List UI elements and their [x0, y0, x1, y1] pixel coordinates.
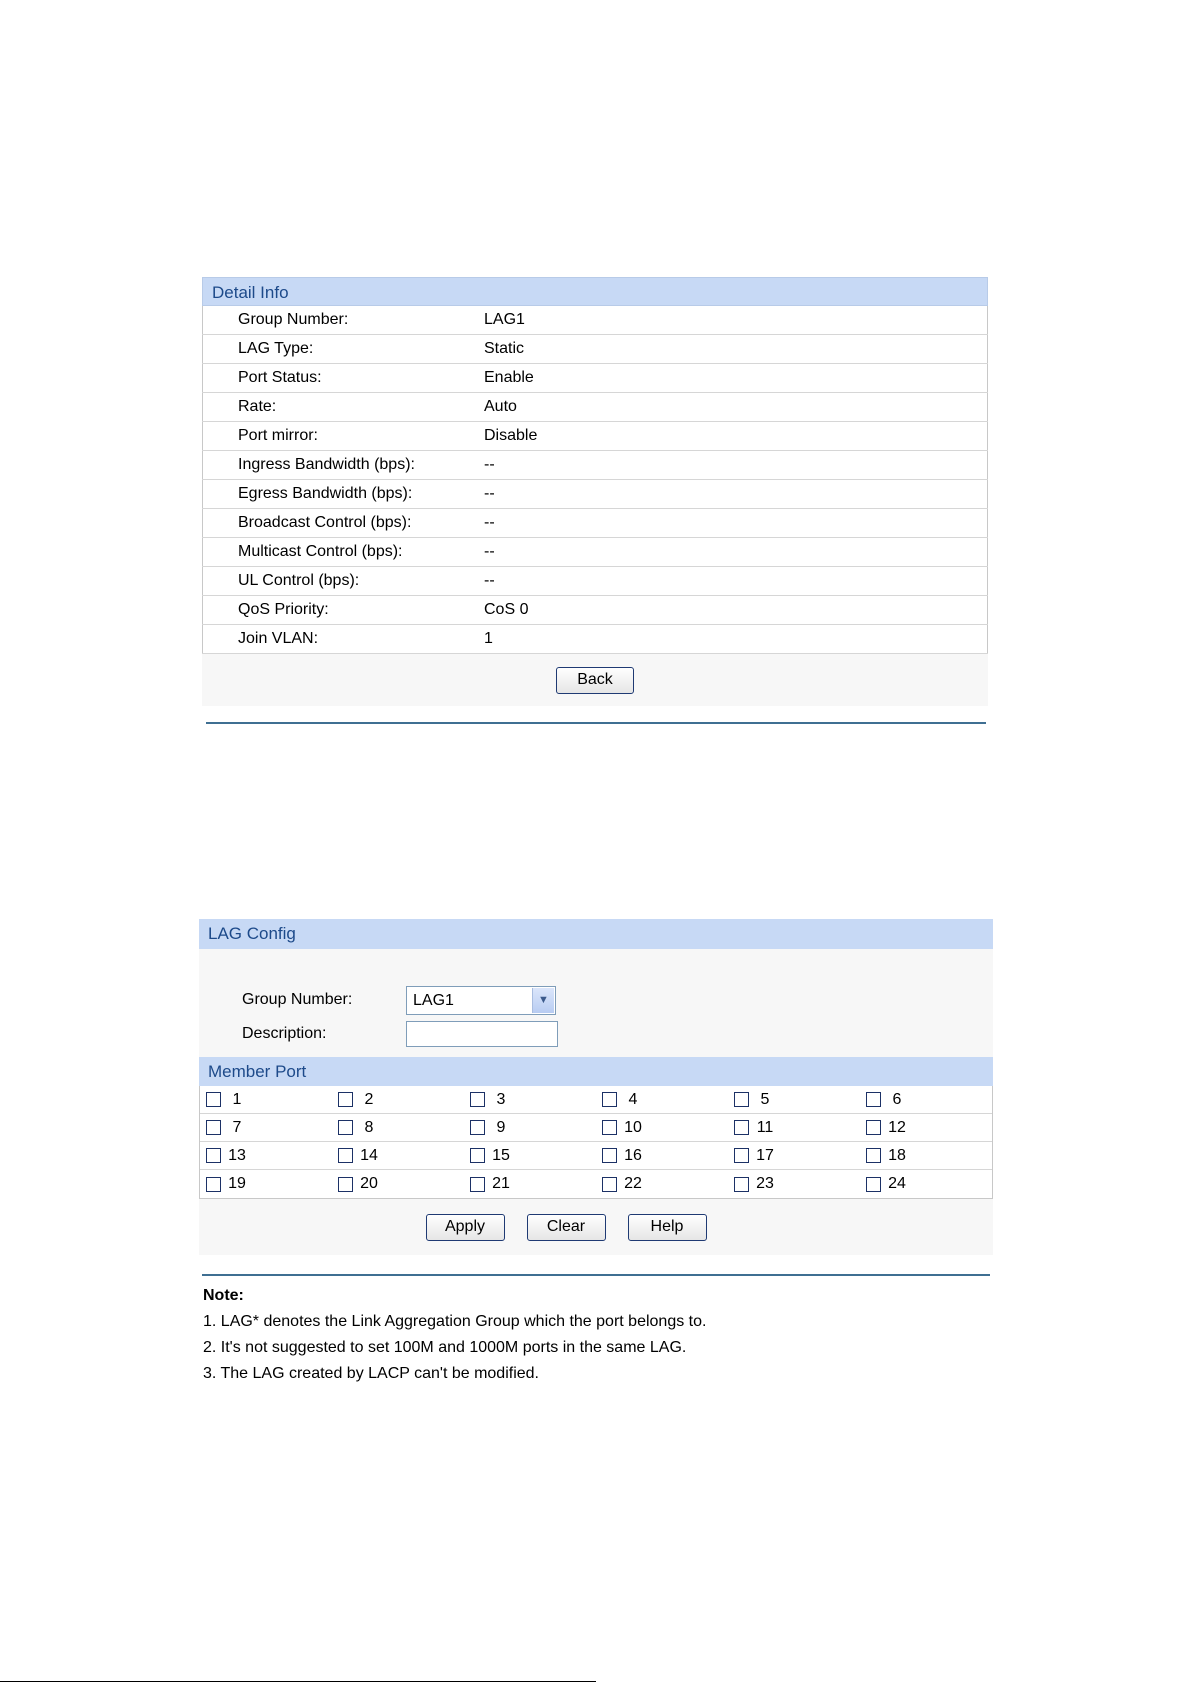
detail-label: Port Status:: [203, 364, 485, 393]
port-checkbox[interactable]: [338, 1148, 353, 1163]
note-line: 2. It's not suggested to set 100M and 1000M ports in the same LAG.: [203, 1339, 687, 1356]
port-number: 11: [756, 1118, 774, 1136]
port-9-option[interactable]: [464, 1114, 596, 1142]
apply-button[interactable]: Apply: [426, 1214, 505, 1241]
table-row: [203, 422, 988, 451]
detail-value: --: [484, 480, 988, 509]
detail-value: CoS 0: [484, 596, 988, 625]
port-checkbox[interactable]: [866, 1148, 881, 1163]
group-number-label: Group Number:: [242, 991, 353, 1008]
port-11-option[interactable]: [728, 1114, 860, 1142]
port-number: 7: [232, 1118, 242, 1136]
port-3-option[interactable]: [464, 1086, 596, 1114]
detail-label: LAG Type:: [203, 335, 485, 364]
lag-config-header: LAG Config: [199, 919, 993, 949]
port-15-option[interactable]: [464, 1142, 596, 1170]
detail-value: Enable: [484, 364, 988, 393]
detail-value: --: [484, 538, 988, 567]
port-number: 21: [492, 1175, 510, 1192]
detail-value: 1: [484, 625, 988, 654]
table-row: [203, 335, 988, 364]
port-21-option[interactable]: [464, 1170, 596, 1198]
port-17-option[interactable]: [728, 1142, 860, 1170]
port-number: 2: [364, 1090, 374, 1108]
port-13-option[interactable]: [200, 1142, 332, 1170]
config-button-row: [199, 1199, 993, 1255]
note-line: 3. The LAG created by LACP can't be modified.: [203, 1365, 539, 1382]
port-number: 9: [496, 1118, 506, 1136]
port-number: 24: [888, 1175, 906, 1192]
port-checkbox[interactable]: [338, 1120, 353, 1135]
detail-label: Ingress Bandwidth (bps):: [203, 451, 485, 480]
detail-label: QoS Priority:: [203, 596, 485, 625]
port-checkbox[interactable]: [866, 1120, 881, 1135]
port-checkbox[interactable]: [338, 1092, 353, 1107]
detail-label: Group Number:: [203, 306, 485, 335]
port-number: 18: [888, 1146, 906, 1164]
port-4-option[interactable]: [596, 1086, 728, 1114]
table-row: [203, 451, 988, 480]
port-checkbox[interactable]: [734, 1148, 749, 1163]
description-label: Description:: [242, 1025, 327, 1042]
table-row: [203, 538, 988, 567]
port-number: 6: [892, 1090, 902, 1108]
table-row: [203, 364, 988, 393]
member-port-grid: [199, 1086, 993, 1199]
port-checkbox[interactable]: [602, 1148, 617, 1163]
detail-info-table: [202, 306, 988, 654]
detail-value: --: [484, 451, 988, 480]
detail-label: UL Control (bps):: [203, 567, 485, 596]
group-number-select[interactable]: [406, 986, 556, 1015]
port-number: 4: [628, 1090, 638, 1108]
port-checkbox[interactable]: [206, 1177, 221, 1192]
port-12-option[interactable]: [860, 1114, 992, 1142]
port-24-option[interactable]: [860, 1170, 992, 1198]
port-number: 8: [364, 1118, 374, 1136]
detail-value: Auto: [484, 393, 988, 422]
detail-label: Multicast Control (bps):: [203, 538, 485, 567]
port-5-option[interactable]: [728, 1086, 860, 1114]
port-20-option[interactable]: [332, 1170, 464, 1198]
port-checkbox[interactable]: [734, 1120, 749, 1135]
detail-value: LAG1: [484, 306, 988, 335]
detail-value: Static: [484, 335, 988, 364]
detail-value: --: [484, 567, 988, 596]
port-7-option[interactable]: [200, 1114, 332, 1142]
member-port-header: Member Port: [199, 1057, 993, 1086]
port-number: 13: [228, 1146, 246, 1164]
port-8-option[interactable]: [332, 1114, 464, 1142]
port-checkbox[interactable]: [470, 1148, 485, 1163]
port-checkbox[interactable]: [734, 1092, 749, 1107]
port-number: 23: [756, 1175, 774, 1192]
port-19-option[interactable]: [200, 1170, 332, 1198]
port-number: 3: [496, 1090, 506, 1108]
port-checkbox[interactable]: [470, 1177, 485, 1192]
port-number: 1: [232, 1090, 242, 1108]
description-input[interactable]: [406, 1021, 558, 1047]
detail-label: Join VLAN:: [203, 625, 485, 654]
detail-label: Egress Bandwidth (bps):: [203, 480, 485, 509]
table-row: [203, 480, 988, 509]
port-checkbox[interactable]: [470, 1092, 485, 1107]
detail-label: Port mirror:: [203, 422, 485, 451]
port-number: 5: [760, 1090, 770, 1108]
port-number: 17: [756, 1146, 774, 1164]
port-1-option[interactable]: [200, 1086, 332, 1114]
note-section: [203, 1283, 706, 1387]
table-row: [203, 393, 988, 422]
port-number: 14: [360, 1146, 378, 1164]
table-row: [203, 625, 988, 654]
detail-value: Disable: [484, 422, 988, 451]
detail-button-row: [202, 654, 988, 706]
port-checkbox[interactable]: [866, 1177, 881, 1192]
section-divider: [206, 722, 986, 724]
port-checkbox[interactable]: [734, 1177, 749, 1192]
table-row: [203, 596, 988, 625]
port-checkbox[interactable]: [470, 1120, 485, 1135]
port-number: 15: [492, 1146, 510, 1164]
footer-divider: [0, 1681, 596, 1682]
port-number: 19: [228, 1175, 246, 1192]
port-2-option[interactable]: [332, 1086, 464, 1114]
port-18-option[interactable]: [860, 1142, 992, 1170]
back-button[interactable]: Back: [556, 667, 634, 694]
port-number: 12: [888, 1118, 906, 1136]
detail-label: Rate:: [203, 393, 485, 422]
table-row: [203, 567, 988, 596]
port-checkbox[interactable]: [206, 1092, 221, 1107]
port-22-option[interactable]: [596, 1170, 728, 1198]
note-title: Note:: [203, 1287, 244, 1304]
port-number: 10: [624, 1118, 642, 1136]
port-number: 16: [624, 1146, 642, 1164]
port-checkbox[interactable]: [206, 1120, 221, 1135]
port-checkbox[interactable]: [602, 1092, 617, 1107]
chevron-down-icon[interactable]: ▼: [532, 988, 554, 1013]
port-checkbox[interactable]: [602, 1120, 617, 1135]
detail-info-header: Detail Info: [202, 277, 988, 306]
port-23-option[interactable]: [728, 1170, 860, 1198]
help-button[interactable]: Help: [628, 1214, 707, 1241]
table-row: [203, 306, 988, 335]
lag-config-panel: [199, 919, 993, 1255]
port-14-option[interactable]: [332, 1142, 464, 1170]
port-10-option[interactable]: [596, 1114, 728, 1142]
table-row: [203, 509, 988, 538]
note-line: 1. LAG* denotes the Link Aggregation Group which the port belongs to.: [203, 1313, 707, 1330]
port-number: 22: [624, 1175, 642, 1192]
port-checkbox[interactable]: [602, 1177, 617, 1192]
port-16-option[interactable]: [596, 1142, 728, 1170]
clear-button[interactable]: Clear: [527, 1214, 606, 1241]
detail-value: --: [484, 509, 988, 538]
section-divider: [202, 1274, 990, 1276]
port-checkbox[interactable]: [866, 1092, 881, 1107]
group-number-value: LAG1: [413, 992, 454, 1009]
detail-label: Broadcast Control (bps):: [203, 509, 485, 538]
port-6-option[interactable]: [860, 1086, 992, 1114]
lag-config-form: [199, 949, 993, 1057]
port-checkbox[interactable]: [206, 1148, 221, 1163]
port-checkbox[interactable]: [338, 1177, 353, 1192]
detail-info-panel: [202, 277, 988, 706]
port-number: 20: [360, 1175, 378, 1192]
